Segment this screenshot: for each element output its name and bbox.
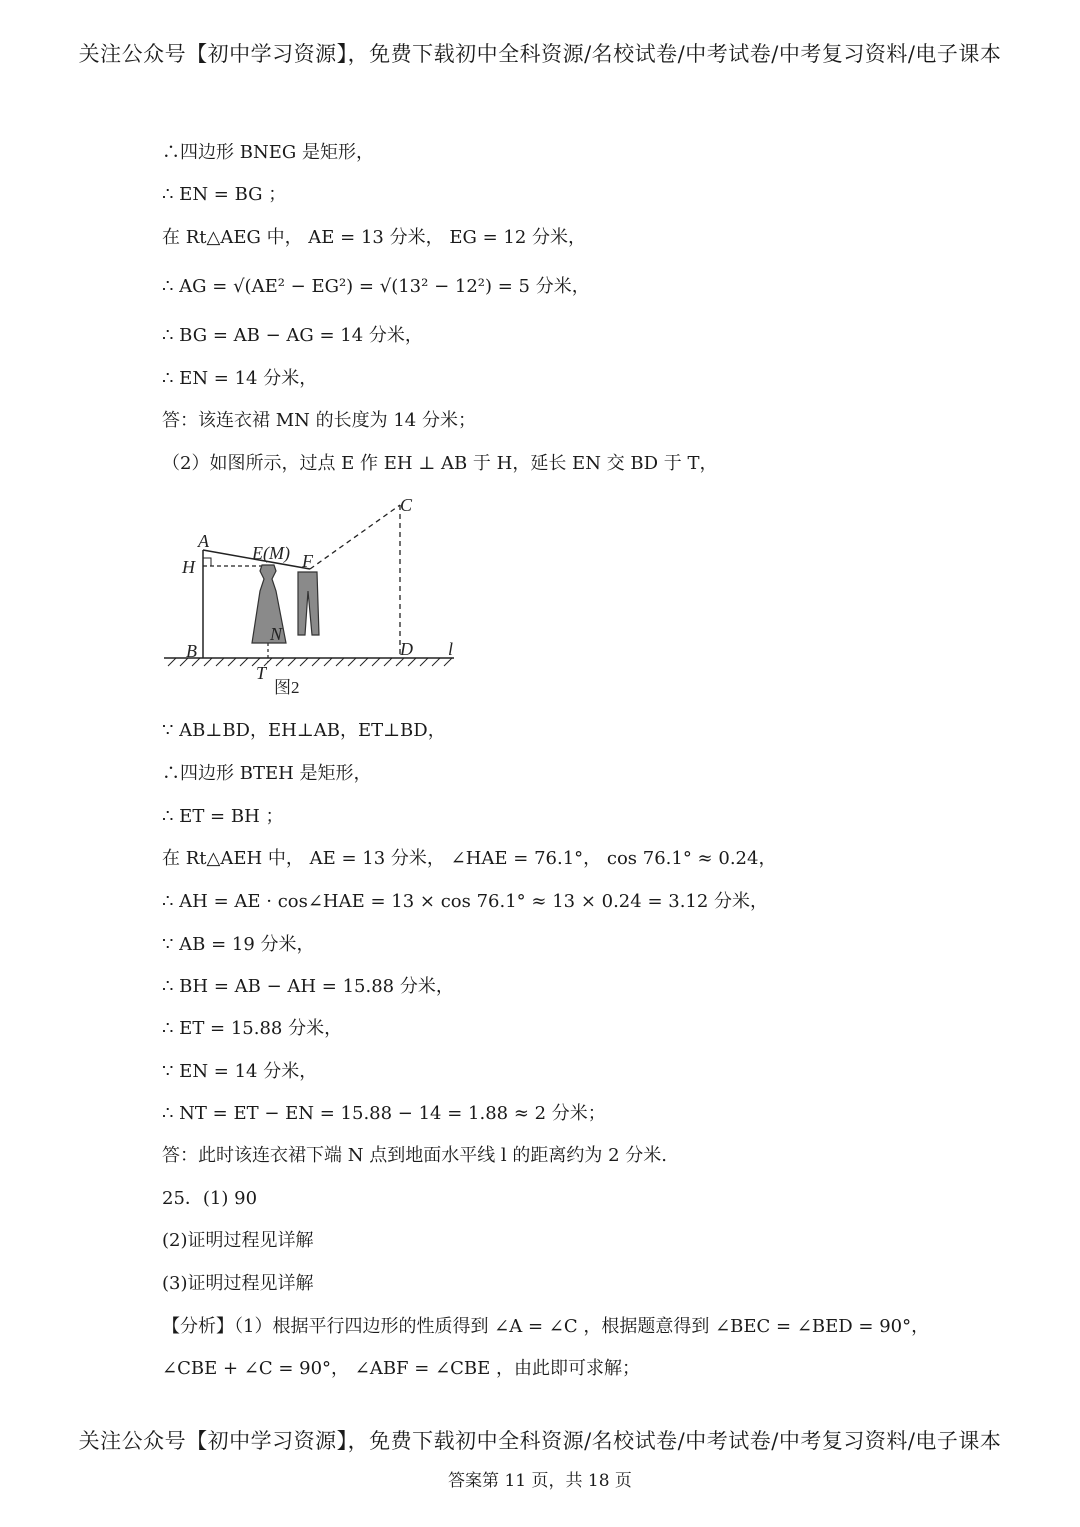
figure-2 (160, 495, 460, 704)
bottom-banner: 关注公众号【初中学习资源】，免费下载初中全科资源/名校试卷/中考试卷/中考复习资料/电子课本 (78, 1429, 1002, 1453)
text-line: ∵ AB⊥BD，EH⊥AB，ET⊥BD， (162, 720, 446, 741)
ground-hatching (168, 658, 452, 666)
text-line: ∠CBE + ∠C = 90°， ∠ABF = ∠CBE ，由此即可求解； (162, 1358, 641, 1379)
text-line: ∴ ET = BH ； (162, 806, 284, 827)
text-line: ∴ EN = 14 分米， (162, 368, 318, 389)
dashed-FC (310, 505, 400, 569)
text-line: 答：此时该连衣裙下端 N 点到地面水平线 l 的距离约为 2 分米. (162, 1145, 668, 1166)
text-line: 在 Rt△AEH 中， AE = 13 分米， ∠HAE = 76.1°， cos 76.1° ≈ 0.24， (162, 848, 777, 869)
text-line: ∴ ET = 15.88 分米， (162, 1018, 343, 1039)
text-line: ∴ AG = √(AE² − EG²) = √(13² − 12²) = 5 分米， (162, 276, 590, 297)
text-line: (2)证明过程见详解 (162, 1230, 314, 1251)
pants-shape (298, 572, 319, 635)
right-angle-mark (203, 558, 211, 566)
text-line: 答：该连衣裙 MN 的长度为 14 分米； (162, 410, 476, 431)
label-N: N (270, 624, 283, 644)
figure-caption: 图2 (274, 678, 300, 697)
label-C: C (400, 495, 413, 515)
text-line: （2）如图所示，过点 E 作 EH ⊥ AB 于 H，延长 EN 交 BD 于 T， (162, 453, 718, 474)
text-line: ∴ BH = AB − AH = 15.88 分米， (162, 976, 454, 997)
text-line: 25．(1) 90 (162, 1188, 258, 1209)
label-F: F (302, 551, 313, 571)
label-H: H (182, 557, 195, 577)
text-line: ∴ BG = AB − AG = 14 分米， (162, 325, 423, 346)
label-E: E(M) (252, 543, 290, 563)
text-line: ∴ AH = AE · cos∠HAE = 13 × cos 76.1° ≈ 13 × 0.24 = 3.12 分米， (162, 891, 769, 912)
label-D: D (400, 639, 413, 659)
text-line: ∴四边形 BNEG 是矩形， (162, 142, 374, 163)
text-line: (3)证明过程见详解 (162, 1273, 314, 1294)
text-line: ∴ EN = BG ； (162, 184, 287, 205)
geometry-diagram (160, 495, 460, 700)
top-banner: 关注公众号【初中学习资源】，免费下载初中全科资源/名校试卷/中考试卷/中考复习资料/电子课本 (78, 42, 1002, 66)
text-line: ∵ AB = 19 分米， (162, 934, 315, 955)
text-line: ∵ EN = 14 分米， (162, 1061, 318, 1082)
page-number: 答案第 11 页，共 18 页 (448, 1471, 632, 1491)
text-line: 在 Rt△AEG 中， AE = 13 分米， EG = 12 分米， (162, 227, 586, 248)
text-line: ∴四边形 BTEH 是矩形， (162, 763, 372, 784)
text-line: 【分析】（1）根据平行四边形的性质得到 ∠A = ∠C ，根据题意得到 ∠BEC = ∠BED = 90°， (162, 1316, 930, 1337)
label-A: A (198, 531, 209, 551)
label-T: T (256, 663, 267, 683)
text-line: ∴ NT = ET − EN = 15.88 − 14 = 1.88 ≈ 2 分米； (162, 1103, 606, 1124)
label-B: B (186, 641, 197, 661)
label-l: l (448, 639, 454, 659)
